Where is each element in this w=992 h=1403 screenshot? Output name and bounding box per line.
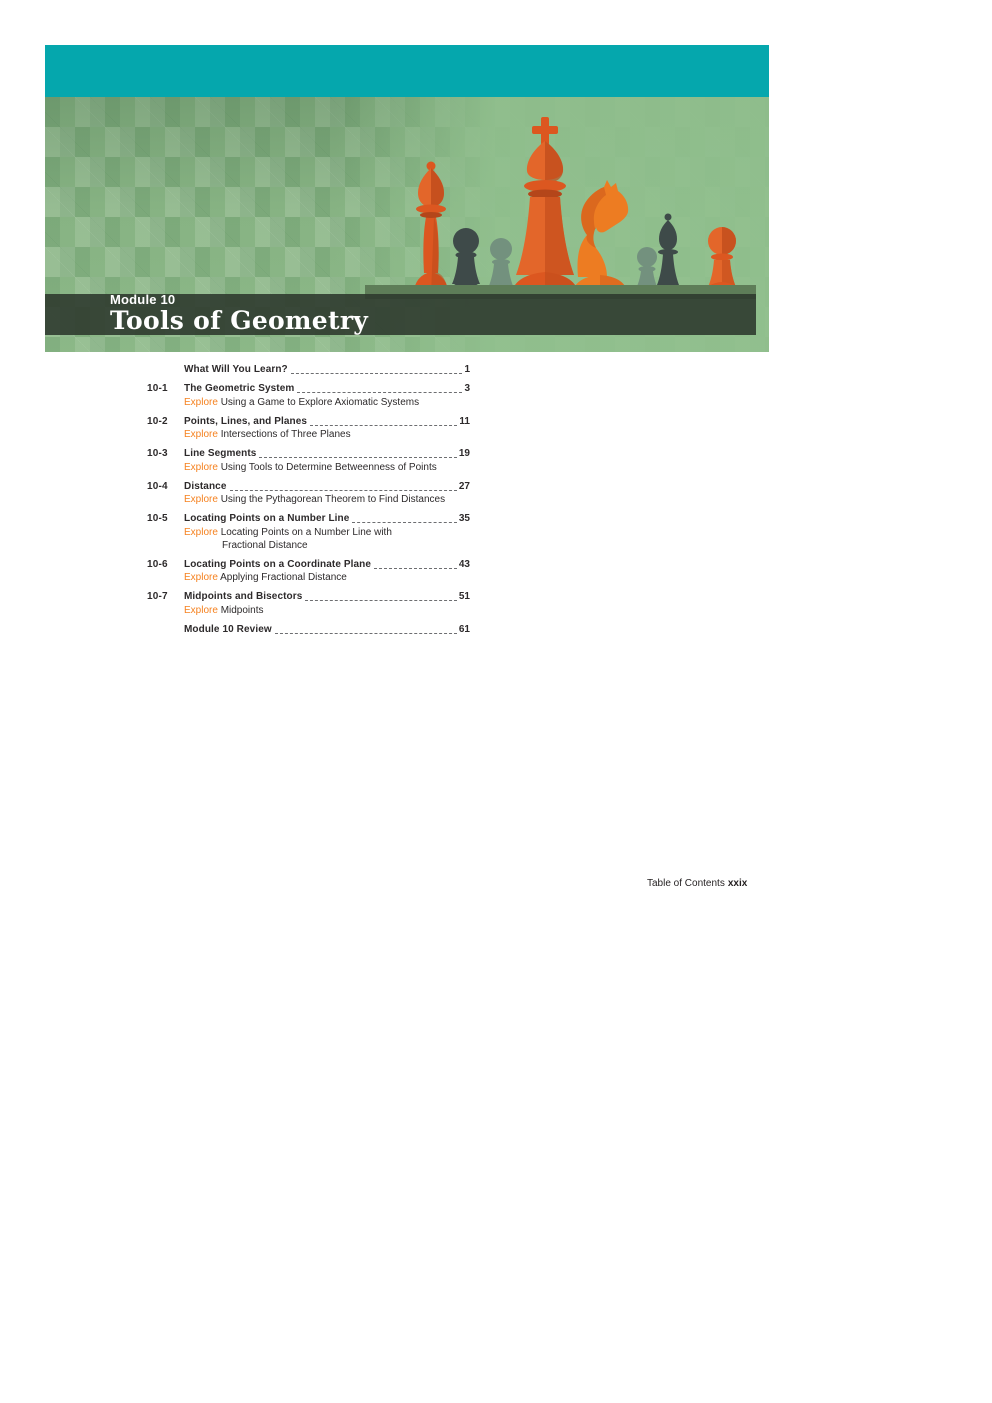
toc-entry-number: 10-2: [147, 415, 168, 427]
toc-entry: [147, 415, 470, 442]
explore-text: Applying Fractional Distance: [220, 572, 347, 583]
toc-entry-main: [147, 447, 470, 460]
toc-entry-title: Line Segments: [184, 448, 257, 459]
toc-entry: [147, 623, 470, 636]
module-header: [45, 45, 769, 352]
toc-entry-title: The Geometric System: [184, 383, 295, 394]
toc-entry-page: 3: [464, 383, 470, 394]
explore-label: Explore: [184, 494, 221, 505]
toc-entry-main: [147, 480, 470, 493]
toc-dotted-leader: [352, 522, 456, 523]
toc-explore-line: [184, 396, 470, 409]
footer-label: Table of Contents: [647, 878, 725, 889]
explore-text: Intersections of Three Planes: [220, 429, 351, 440]
toc-entry: [147, 512, 470, 552]
toc-entry-number: 10-7: [147, 591, 168, 602]
toc-entry: [147, 558, 470, 585]
explore-label: Explore: [184, 396, 221, 408]
toc-entry-number: 10-1: [147, 383, 168, 394]
explore-label: Explore: [184, 604, 221, 616]
toc-dotted-leader: [230, 490, 457, 491]
toc-entry: [147, 447, 470, 474]
explore-text: Locating Points on a Number Line with: [220, 526, 392, 538]
chess-pieces-graphic: [410, 105, 745, 295]
toc-entry-number: 10-6: [147, 558, 168, 570]
toc-entry-title: Midpoints and Bisectors: [184, 591, 303, 602]
toc-entry-main: [147, 363, 470, 376]
teal-top-bar: [45, 45, 769, 97]
toc-entry-number: 10-5: [147, 513, 168, 524]
toc-entry: [147, 382, 470, 409]
toc-entry-page: 1: [464, 364, 470, 375]
toc-explore-line: [184, 526, 470, 552]
explore-text: Using the Pythagorean Theorem to Find Distances: [220, 494, 446, 505]
toc-dotted-leader: [310, 425, 457, 426]
toc-explore-line: [184, 604, 470, 617]
chess-illustration: [45, 97, 769, 352]
explore-label: Explore: [184, 429, 221, 440]
toc-entry-title: Locating Points on a Coordinate Plane: [184, 558, 372, 570]
toc-entry-main: [147, 558, 470, 571]
dark-bishop-piece: [653, 214, 683, 296]
table-of-contents: [147, 363, 470, 642]
explore-text: Using Tools to Determine Betweenness of Points: [220, 461, 437, 473]
toc-explore-line: [184, 461, 470, 474]
toc-dotted-leader: [374, 568, 457, 569]
toc-entry-number: 10-3: [147, 448, 168, 459]
explore-text: Using a Game to Explore Axiomatic Systems: [220, 396, 420, 408]
toc-entry-page: 43: [458, 558, 470, 570]
toc-entry-title: Distance: [184, 480, 227, 492]
toc-entry-page: 11: [459, 415, 470, 427]
module-title: Tools of Geometry: [110, 306, 369, 335]
toc-entry-page: 61: [458, 623, 470, 635]
toc-entry-number: 10-4: [147, 480, 168, 492]
toc-dotted-leader: [259, 457, 456, 458]
toc-dotted-leader: [297, 392, 462, 393]
module-label: Module 10: [110, 292, 176, 307]
toc-entry: [147, 363, 470, 376]
toc-entry: [147, 480, 470, 507]
explore-text: Midpoints: [220, 604, 264, 616]
toc-dotted-leader: [305, 600, 456, 601]
toc-entry-page: 35: [458, 513, 470, 524]
orange-knight-piece: [572, 180, 628, 295]
toc-entry-title: Locating Points on a Number Line: [184, 513, 350, 524]
toc-entry-title: Module 10 Review: [184, 623, 272, 635]
orange-bishop-piece: [413, 162, 449, 296]
toc-explore-line: [184, 428, 470, 441]
toc-entry-page: 27: [458, 480, 470, 492]
toc-entry-main: [147, 623, 470, 636]
explore-text-line2: Fractional Distance: [222, 539, 308, 551]
module-title-bar: [45, 294, 756, 335]
footer-page-number: xxix: [727, 878, 748, 889]
toc-dotted-leader: [275, 633, 457, 634]
toc-explore-line: [184, 571, 470, 584]
orange-king-piece: [511, 117, 579, 295]
toc-entry-page: 19: [458, 448, 470, 459]
toc-entry-title: What Will You Learn?: [184, 364, 288, 375]
page-footer: [647, 878, 747, 889]
toc-entry-title: Points, Lines, and Planes: [184, 415, 308, 427]
toc-entry-page: 51: [458, 591, 470, 602]
toc-rows: [147, 363, 470, 636]
explore-label: Explore: [184, 526, 221, 538]
explore-label: Explore: [184, 461, 221, 473]
toc-entry-main: [147, 590, 470, 603]
toc-dotted-leader: [291, 373, 463, 374]
toc-entry: [147, 590, 470, 617]
explore-label: Explore: [184, 572, 221, 583]
toc-explore-line: [184, 493, 470, 506]
toc-entry-main: [147, 382, 470, 395]
toc-entry-main: [147, 512, 470, 525]
toc-entry-main: [147, 415, 470, 428]
